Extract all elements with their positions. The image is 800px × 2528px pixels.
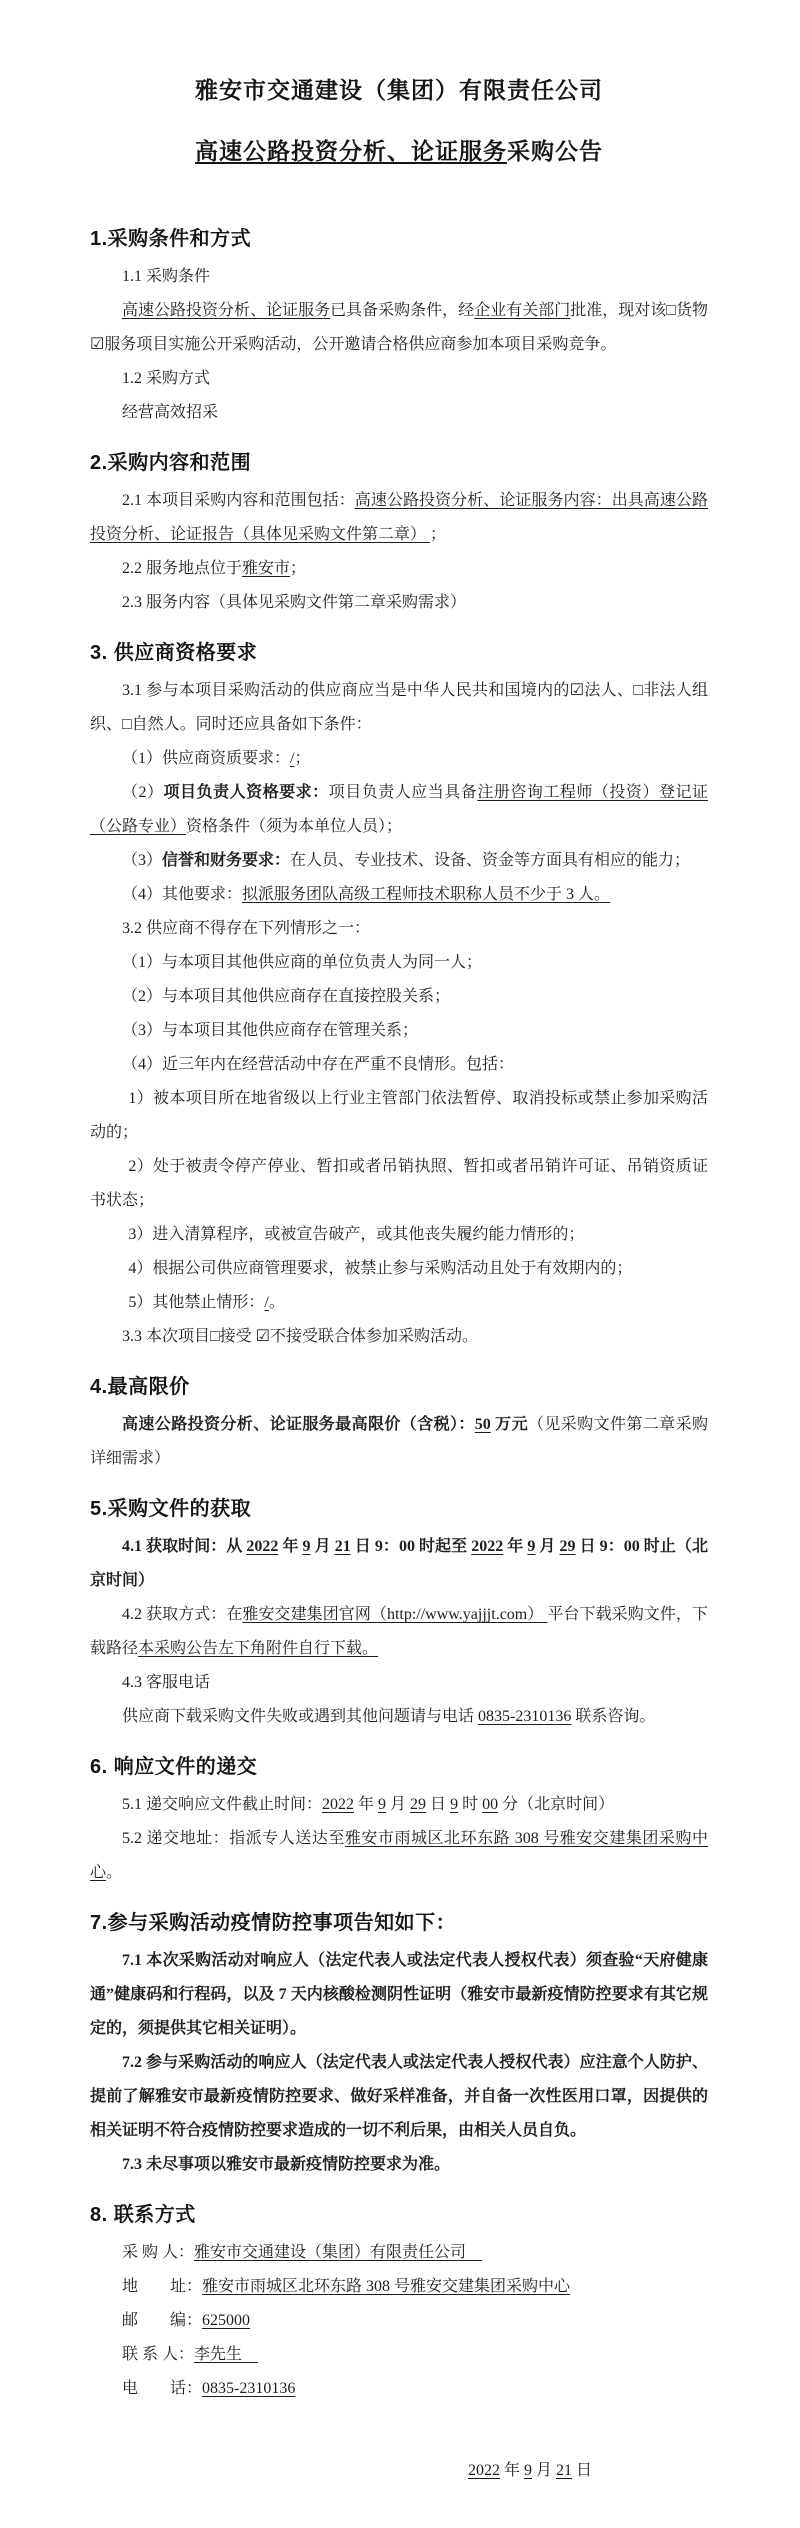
text-run: 日 9：00 时起至	[350, 1538, 472, 1555]
text-run: 2.1 本项目采购内容和范围包括：	[122, 492, 355, 509]
text-run: 3）进入清算程序，或被宣告破产，或其他丧失履约能力情形的；	[128, 1226, 585, 1243]
text-run: 在人员、专业技术、设备、资金等方面具有相应的能力；	[290, 852, 691, 869]
doc-sections	[90, 222, 708, 2406]
max-price-body	[90, 1408, 708, 1476]
announcement-title	[90, 133, 708, 166]
announcement-date	[90, 2454, 592, 2488]
text-run: 2.2 服务地点位于	[122, 560, 243, 577]
text-run: 29	[410, 1796, 427, 1813]
clause-4-1	[90, 1530, 708, 1598]
clause-3-2-sub-3	[90, 1218, 708, 1252]
clause-3-2-item-4	[90, 1048, 708, 1082]
text-run: 已具备采购条件，经	[330, 302, 475, 319]
text-run: 2.3 服务内容（具体见采购文件第二章采购需求）	[122, 594, 467, 611]
text-run: 1.2 采购方式	[122, 370, 211, 387]
clause-4-2	[90, 1598, 708, 1666]
section-heading-8: 8. 联系方式	[90, 2204, 196, 2226]
text-run: （1）与本项目其他供应商的单位负责人为同一人；	[122, 954, 483, 971]
text-run: 批准，现对该□货物☑服务项目实施公开采购活动，公开邀请合格供应商参加本项目采购竞争。	[90, 302, 708, 353]
contact-address	[90, 2270, 708, 2304]
text-run: 2）处于被责令停产停业、暂扣或者吊销执照、暂扣或者吊销许可证、吊销资质证书状态；	[90, 1158, 708, 1209]
text-run: /	[264, 1294, 269, 1311]
text-run: 李先生	[194, 2346, 259, 2363]
clause-7-2	[90, 2046, 708, 2148]
text-run: ；	[294, 750, 311, 767]
text-run: （4）其他要求：	[122, 886, 243, 903]
text-run: 雅安市雨城区北环东路 308 号雅安交建集团采购中心	[90, 1830, 708, 1881]
contact-person	[90, 2338, 708, 2372]
clause-1-2-body	[90, 396, 708, 430]
text-run: 。	[106, 1864, 123, 1881]
clause-1-1-body	[90, 294, 708, 362]
text-run: 21	[555, 2462, 572, 2479]
text-run: 时	[458, 1796, 483, 1813]
clause-3-2-item-3	[90, 1014, 708, 1048]
text-run: 注册咨询工程师（投资）登记证（公路专业）	[90, 784, 708, 835]
text-run: 本采购公告左下角附件自行下载。	[138, 1640, 379, 1657]
text-run: 4.3 客服电话	[122, 1674, 211, 1691]
section-heading-7: 7.参与采购活动疫情防控事项告知如下：	[90, 1912, 457, 1934]
clause-1-2-title	[90, 362, 708, 396]
company-title: 雅安市交通建设（集团）有限责任公司	[195, 77, 603, 103]
text-run: 雅安交建集团官网（http://www.yajjjt.com）	[242, 1606, 548, 1623]
text-run: 联系咨询。	[571, 1708, 656, 1725]
text-run: 2022	[471, 1538, 504, 1555]
text-run: 5.1 递交响应文件截止时间：	[122, 1796, 323, 1813]
text-run: 采购公告	[507, 138, 603, 164]
text-run: 4.1 获取时间：从	[122, 1538, 247, 1555]
clause-3-2-item-2	[90, 980, 708, 1014]
text-run: 1）被本项目所在地省级以上行业主管部门依法暂停、取消投标或禁止参加采购活动的；	[90, 1090, 708, 1141]
clause-1-1-title	[90, 260, 708, 294]
text-run: （见采购文件第二章采购详细需求）	[90, 1416, 708, 1467]
text-run: 平台下载采购文件，下载路径	[90, 1606, 708, 1657]
text-run: 经营高效招采	[122, 404, 219, 421]
clause-3-2-sub-4	[90, 1252, 708, 1286]
text-run: 采 购 人：	[122, 2244, 195, 2261]
text-run: 。	[268, 1294, 285, 1311]
text-run: 3.3 本次项目□接受 ☑不接受联合体参加采购活动。	[122, 1328, 479, 1345]
clause-3-2	[90, 912, 708, 946]
text-run: 625000	[202, 2312, 251, 2329]
text-run: 高速公路投资分析、论证服务	[122, 302, 331, 319]
text-run: 月	[531, 2462, 556, 2479]
text-run: 3.1 参与本项目采购活动的供应商应当是中华人民共和国境内的☑法人、□非法人组织、□自然人。同时还应具备如下条件：	[90, 682, 708, 733]
text-run: 雅安市交通建设（集团）有限责任公司	[194, 2244, 483, 2261]
clause-3-2-item-1	[90, 946, 708, 980]
text-run: 5.2 递交地址：指派专人送达至	[122, 1830, 345, 1847]
text-run: 50	[474, 1416, 491, 1433]
text-run: 9	[450, 1796, 459, 1813]
text-run: 电 话：	[122, 2380, 203, 2397]
text-run: 4.2 获取方式：在	[122, 1606, 243, 1623]
text-run: 0835-2310136	[202, 2380, 296, 2397]
clause-3-1	[90, 674, 708, 742]
text-run: 月	[535, 1538, 560, 1555]
text-run: 月	[386, 1796, 411, 1813]
text-run: 信誉和财务要求：	[162, 852, 291, 869]
contact-purchaser	[90, 2236, 708, 2270]
clause-3-1-item-1	[90, 742, 708, 776]
text-run: （3）	[122, 852, 163, 869]
clause-7-3	[90, 2148, 708, 2182]
text-run: 年	[354, 1796, 379, 1813]
text-run: 月	[310, 1538, 335, 1555]
text-run: 2022	[467, 2462, 500, 2479]
section-heading-2: 2.采购内容和范围	[90, 452, 252, 474]
clause-2-3	[90, 586, 708, 620]
clause-3-1-item-3	[90, 844, 708, 878]
text-run: （4）近三年内在经营活动中存在严重不良情形。包括：	[122, 1056, 515, 1073]
clause-3-1-item-4	[90, 878, 708, 912]
text-run: 1.1 采购条件	[122, 268, 211, 285]
text-run: 雅安市雨城区北环东路 308 号雅安交建集团采购中心	[202, 2278, 571, 2295]
text-run: 7.2 参与采购活动的响应人（法定代表人或法定代表人授权代表）应注意个人防护、提前了解雅安市最新疫情防控要求、做好采样准备，并自备一次性医用口罩，因提供的相关证明不符合疫情防控要求造成的一切不利后果，由相关人员自负。	[90, 2054, 708, 2139]
text-run: 7.1 本次采购活动对响应人（法定代表人或法定代表人授权代表）须查验“天府健康通”健康码和行程码，以及 7 天内核酸检测阴性证明（雅安市最新疫情防控要求有其它规定的，须提供其它相关证明）。	[90, 1952, 708, 2037]
text-run: （3）与本项目其他供应商存在管理关系；	[122, 1022, 419, 1039]
text-run: 企业有关部门	[474, 302, 571, 319]
text-run: 资格条件（须为本单位人员）；	[186, 818, 403, 835]
text-run: ；	[430, 526, 447, 543]
text-run: ；	[290, 560, 307, 577]
text-run: 日	[426, 1796, 451, 1813]
section-heading-3: 3. 供应商资格要求	[90, 642, 258, 664]
clause-5-2	[90, 1822, 708, 1890]
text-run: 高速公路投资分析、论证服务最高限价（含税）：	[122, 1416, 475, 1433]
clause-3-1-item-2	[90, 776, 708, 844]
text-run: 9	[527, 1538, 536, 1555]
text-run: 00	[482, 1796, 499, 1813]
text-run: 万元	[490, 1416, 528, 1433]
text-run: 雅安市	[242, 560, 291, 577]
text-run: 9	[378, 1796, 387, 1813]
contact-phone	[90, 2372, 708, 2406]
text-run: 地 址：	[122, 2278, 203, 2295]
clause-3-2-sub-2	[90, 1150, 708, 1218]
text-run: 联 系 人：	[122, 2346, 195, 2363]
text-run: 项目负责人资格要求：	[163, 784, 329, 801]
text-run: 日 9：00 时止（北京时间）	[90, 1538, 708, 1589]
text-run: 2022	[246, 1538, 279, 1555]
text-run: 29	[559, 1538, 576, 1555]
section-heading-4: 4.最高限价	[90, 1376, 190, 1398]
text-run: 拟派服务团队高级工程师技术职称人员不少于 3 人。	[242, 886, 611, 903]
clause-7-1	[90, 1944, 708, 2046]
text-run: 7.3 未尽事项以雅安市最新疫情防控要求为准。	[122, 2156, 451, 2173]
text-run: 分（北京时间）	[498, 1796, 615, 1813]
text-run: 2022	[322, 1796, 355, 1813]
text-run: 年	[499, 2462, 524, 2479]
clause-4-3-title	[90, 1666, 708, 1700]
section-heading-1: 1.采购条件和方式	[90, 228, 252, 250]
text-run: 年	[278, 1538, 303, 1555]
clause-3-2-sub-1	[90, 1082, 708, 1150]
text-run: 日	[571, 2462, 592, 2479]
text-run: 高速公路投资分析、论证服务内容：出具高速公路投资分析、论证报告（具体见采购文件第二章）	[90, 492, 708, 543]
text-run: （1）供应商资质要求：	[122, 750, 291, 767]
text-run: 邮 编：	[122, 2312, 203, 2329]
text-run: 高速公路投资分析、论证服务	[195, 138, 507, 164]
text-run: 年	[503, 1538, 528, 1555]
text-run: /	[290, 750, 295, 767]
clause-2-2	[90, 552, 708, 586]
clause-3-3	[90, 1320, 708, 1354]
contact-zip	[90, 2304, 708, 2338]
clause-4-3-body	[90, 1700, 708, 1734]
text-run: （2）与本项目其他供应商存在直接控股关系；	[122, 988, 451, 1005]
text-run: 9	[302, 1538, 311, 1555]
text-run: 5）其他禁止情形：	[128, 1294, 265, 1311]
text-run: 供应商下载采购文件失败或遇到其他问题请与电话	[122, 1708, 479, 1725]
clause-3-2-sub-5	[90, 1286, 708, 1320]
text-run: 21	[334, 1538, 351, 1555]
text-run: 项目负责人应当具备	[328, 784, 478, 801]
text-run: 4）根据公司供应商管理要求，被禁止参与采购活动且处于有效期内的；	[128, 1260, 633, 1277]
text-run: 9	[523, 2462, 532, 2479]
section-heading-5: 5.采购文件的获取	[90, 1498, 252, 1520]
clause-5-1	[90, 1788, 708, 1822]
clause-2-1	[90, 484, 708, 552]
text-run: 3.2 供应商不得存在下列情形之一：	[122, 920, 371, 937]
section-heading-6: 6. 响应文件的递交	[90, 1756, 258, 1778]
text-run: 0835-2310136	[478, 1708, 572, 1725]
text-run: （2）	[122, 784, 164, 801]
